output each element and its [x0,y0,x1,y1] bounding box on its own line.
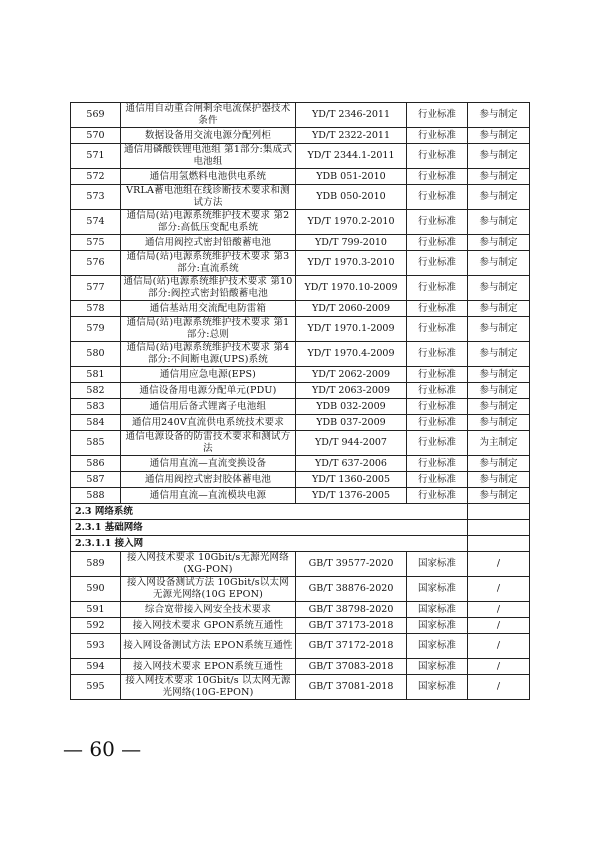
standard-code: YD/T 2063-2009 [296,383,407,399]
participation-role: 参与制定 [468,128,530,144]
table-row [71,472,530,488]
standard-category: 国家标准 [407,618,468,634]
standard-category: 行业标准 [407,317,468,342]
table-row [71,552,530,577]
standard-name: 通信用自动重合闸剩余电流保护器技术条件 [121,103,296,128]
participation-role: 参与制定 [468,103,530,128]
standard-name: 接入网技术要求 GPON系统互通性 [121,618,296,634]
standard-name: 数据设备用交流电源分配列柜 [121,128,296,144]
row-number: 582 [71,383,121,399]
table-row [71,276,530,301]
standard-code: YD/T 2060-2009 [296,301,407,317]
standard-name: 通信用直流—直流模块电源 [121,488,296,504]
standard-category: 行业标准 [407,431,468,456]
standard-code: YDB 051-2010 [296,169,407,185]
participation-role: / [468,634,530,659]
participation-role: 参与制定 [468,415,530,431]
standard-category: 行业标准 [407,169,468,185]
standards-table [70,102,530,700]
row-number: 591 [71,602,121,618]
row-number: 573 [71,185,121,210]
section-heading: 2.3 网络系统 [71,504,468,520]
participation-role: / [468,618,530,634]
standard-code: YDB 037-2009 [296,415,407,431]
table-row [71,431,530,456]
standard-name: 通信用阀控式密封铅酸蓄电池 [121,235,296,251]
participation-role: 参与制定 [468,210,530,235]
standard-code: GB/T 38876-2020 [296,577,407,602]
table-row [71,144,530,169]
participation-role: 参与制定 [468,472,530,488]
standard-name: VRLA蓄电池组在线诊断技术要求和测试方法 [121,185,296,210]
page-number: — 60 — [63,737,142,761]
row-number: 578 [71,301,121,317]
participation-role: 参与制定 [468,399,530,415]
participation-role: 参与制定 [468,317,530,342]
table-row [71,675,530,700]
standard-name: 综合宽带接入网安全技术要求 [121,602,296,618]
row-number: 594 [71,659,121,675]
standard-category: 行业标准 [407,301,468,317]
row-number: 570 [71,128,121,144]
row-number: 586 [71,456,121,472]
standard-category: 行业标准 [407,276,468,301]
participation-role: / [468,675,530,700]
standard-code: YD/T 944-2007 [296,431,407,456]
standard-category: 行业标准 [407,456,468,472]
section-row [71,536,530,552]
row-number: 587 [71,472,121,488]
standard-name: 通信用直流—直流变换设备 [121,456,296,472]
standard-category: 行业标准 [407,128,468,144]
participation-role: 为主制定 [468,431,530,456]
participation-role: 参与制定 [468,383,530,399]
standard-code: GB/T 37172-2018 [296,634,407,659]
standard-name: 通信电源设备的防雷技术要求和测试方法 [121,431,296,456]
row-number: 569 [71,103,121,128]
section-row [71,504,530,520]
participation-role: 参与制定 [468,251,530,276]
row-number: 572 [71,169,121,185]
table-row [71,618,530,634]
table-row [71,301,530,317]
standard-name: 接入网技术要求 10Gbit/s无源光网络(XG-PON) [121,552,296,577]
participation-role: / [468,552,530,577]
standard-name: 通信用氢燃料电池供电系统 [121,169,296,185]
standard-category: 行业标准 [407,472,468,488]
row-number: 574 [71,210,121,235]
row-number: 576 [71,251,121,276]
section-empty-cell [468,504,530,520]
row-number: 590 [71,577,121,602]
standard-code: YDB 032-2009 [296,399,407,415]
row-number: 595 [71,675,121,700]
participation-role: 参与制定 [468,367,530,383]
standard-name: 通信用后备式锂离子电池组 [121,399,296,415]
standard-category: 国家标准 [407,602,468,618]
table-row [71,317,530,342]
standard-code: YD/T 1360-2005 [296,472,407,488]
participation-role: / [468,602,530,618]
standard-code: GB/T 37083-2018 [296,659,407,675]
standard-code: YD/T 637-2006 [296,456,407,472]
participation-role: 参与制定 [468,301,530,317]
standard-name: 通信局(站)电源系统维护技术要求 第3部分:直流系统 [121,251,296,276]
table-row [71,399,530,415]
section-row [71,520,530,536]
section-empty-cell [468,520,530,536]
table-row [71,383,530,399]
table-row [71,251,530,276]
standard-name: 接入网技术要求 EPON系统互通性 [121,659,296,675]
row-number: 592 [71,618,121,634]
standard-code: GB/T 37173-2018 [296,618,407,634]
standard-name: 接入网设备测试方法 EPON系统互通性 [121,634,296,659]
standard-category: 行业标准 [407,399,468,415]
standard-code: YD/T 1376-2005 [296,488,407,504]
standard-category: 行业标准 [407,367,468,383]
standard-category: 行业标准 [407,251,468,276]
row-number: 585 [71,431,121,456]
table-row [71,602,530,618]
participation-role: 参与制定 [468,342,530,367]
row-number: 581 [71,367,121,383]
standard-name: 通信局(站)电源系统维护技术要求 第2部分:高低压变配电系统 [121,210,296,235]
standard-category: 行业标准 [407,488,468,504]
table-row [71,659,530,675]
standard-name: 通信设备用电源分配单元(PDU) [121,383,296,399]
standard-code: YD/T 2346-2011 [296,103,407,128]
participation-role: 参与制定 [468,144,530,169]
standard-name: 通信用磷酸铁锂电池组 第1部分:集成式电池组 [121,144,296,169]
row-number: 577 [71,276,121,301]
participation-role: 参与制定 [468,185,530,210]
participation-role: / [468,577,530,602]
row-number: 589 [71,552,121,577]
table-row [71,456,530,472]
standard-code: YD/T 1970.10-2009 [296,276,407,301]
standard-category: 国家标准 [407,659,468,675]
table-row [71,185,530,210]
standard-name: 通信基站用交流配电防雷箱 [121,301,296,317]
row-number: 588 [71,488,121,504]
row-number: 571 [71,144,121,169]
standard-category: 国家标准 [407,577,468,602]
table-row [71,128,530,144]
standard-code: GB/T 37081-2018 [296,675,407,700]
section-heading: 2.3.1 基础网络 [71,520,468,536]
standard-name: 通信用阀控式密封胶体蓄电池 [121,472,296,488]
row-number: 593 [71,634,121,659]
row-number: 579 [71,317,121,342]
standard-name: 通信局(站)电源系统维护技术要求 第4部分:不间断电源(UPS)系统 [121,342,296,367]
section-empty-cell [468,536,530,552]
table-row [71,634,530,659]
standard-name: 接入网技术要求 10Gbit/s 以太网无源光网络(10G-EPON) [121,675,296,700]
standard-name: 通信用应急电源(EPS) [121,367,296,383]
standard-category: 行业标准 [407,185,468,210]
table-row [71,342,530,367]
standard-code: YD/T 2062-2009 [296,367,407,383]
standard-category: 行业标准 [407,210,468,235]
standard-code: YD/T 2344.1-2011 [296,144,407,169]
participation-role: 参与制定 [468,488,530,504]
standard-category: 国家标准 [407,675,468,700]
standard-name: 通信用240V直流供电系统技术要求 [121,415,296,431]
table-row [71,488,530,504]
table-row [71,103,530,128]
standard-name: 通信局(站)电源系统维护技术要求 第1部分:总则 [121,317,296,342]
standard-code: YD/T 1970.3-2010 [296,251,407,276]
section-heading: 2.3.1.1 接入网 [71,536,468,552]
table-row [71,367,530,383]
standards-table-body [71,103,530,700]
table-row [71,415,530,431]
row-number: 583 [71,399,121,415]
standard-category: 行业标准 [407,144,468,169]
standard-code: YDB 050-2010 [296,185,407,210]
row-number: 580 [71,342,121,367]
standard-category: 行业标准 [407,383,468,399]
standard-name: 通信局(站)电源系统维护技术要求 第10部分:阀控式密封铅酸蓄电池 [121,276,296,301]
standard-code: YD/T 799-2010 [296,235,407,251]
table-row [71,577,530,602]
row-number: 584 [71,415,121,431]
row-number: 575 [71,235,121,251]
table-row [71,210,530,235]
standard-category: 行业标准 [407,103,468,128]
participation-role: 参与制定 [468,235,530,251]
standard-code: YD/T 2322-2011 [296,128,407,144]
standard-category: 国家标准 [407,552,468,577]
standard-code: YD/T 1970.4-2009 [296,342,407,367]
participation-role: 参与制定 [468,169,530,185]
standard-category: 行业标准 [407,342,468,367]
standard-category: 行业标准 [407,415,468,431]
standard-category: 行业标准 [407,235,468,251]
participation-role: 参与制定 [468,456,530,472]
standard-code: YD/T 1970.2-2010 [296,210,407,235]
standard-code: YD/T 1970.1-2009 [296,317,407,342]
participation-role: 参与制定 [468,276,530,301]
participation-role: / [468,659,530,675]
table-row [71,169,530,185]
standard-category: 国家标准 [407,634,468,659]
standard-code: GB/T 39577-2020 [296,552,407,577]
standard-name: 接入网设备测试方法 10Gbit/s以太网无源光网络(10G EPON) [121,577,296,602]
table-row [71,235,530,251]
standard-code: GB/T 38798-2020 [296,602,407,618]
